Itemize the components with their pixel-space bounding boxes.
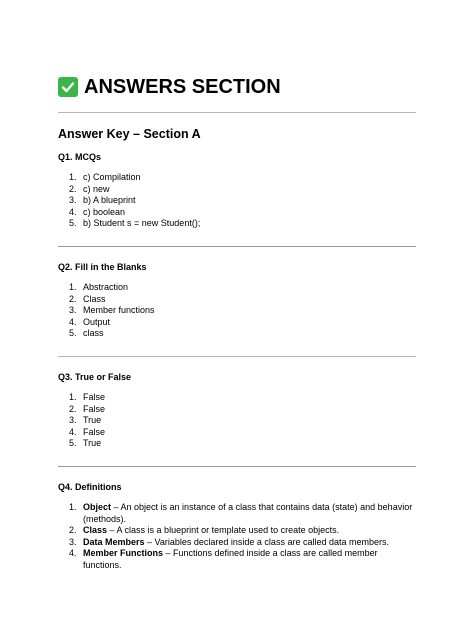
answer-key-heading: Answer Key – Section A — [58, 127, 201, 141]
list-item: 5. True — [69, 438, 102, 449]
list-item: 3. Data Members – Variables declared inside a class are called data members. — [69, 536, 389, 547]
page-title — [58, 74, 281, 100]
section-divider — [58, 356, 416, 357]
definitions-answer-list — [58, 502, 416, 572]
list-item: 1. c) Compilation — [69, 172, 141, 182]
section-heading-fill-blanks: Q2. Fill in the Blanks — [58, 262, 147, 272]
title-divider — [58, 112, 416, 113]
fill-blanks-answer-list — [58, 282, 155, 340]
list-item: 1. False — [69, 392, 106, 402]
list-item: 5. b) Student s = new Student(); — [69, 218, 201, 229]
list-item: 1. Object – An object is an instance of a class that contains data (state) and behavior (methods). — [69, 502, 413, 524]
list-item: 3. b) A blueprint — [69, 195, 136, 206]
section-heading-mcqs: Q1. MCQs — [58, 152, 102, 162]
check-mark-icon — [58, 77, 78, 97]
list-item: 2. False — [69, 403, 106, 414]
list-item: 1. Abstraction — [69, 282, 129, 292]
list-item: 3. Member functions — [69, 305, 155, 316]
section-divider — [58, 466, 416, 467]
mcq-answer-list — [58, 172, 200, 230]
list-item: 4. False — [69, 426, 106, 437]
list-item: 4. Member Functions – Functions defined inside a class are called member functions. — [69, 548, 378, 570]
definition-term: Member Functions — [83, 548, 164, 559]
definition-term: Data Members — [83, 536, 145, 547]
true-false-answer-list — [58, 392, 105, 450]
definition-term: Class — [83, 525, 108, 536]
list-item: 4. c) boolean — [69, 206, 126, 217]
page-title-text: ANSWERS SECTION — [84, 76, 281, 98]
list-item: 4. Output — [69, 316, 111, 327]
definition-term: Object — [83, 502, 112, 512]
section-heading-true-false: Q3. True or False — [58, 372, 132, 382]
list-item: 5. class — [69, 328, 104, 339]
section-heading-definitions: Q4. Definitions — [58, 482, 122, 492]
list-item: 2. Class — [69, 293, 106, 304]
list-item: 3. True — [69, 415, 102, 426]
section-divider — [58, 246, 416, 247]
list-item: 2. c) new — [69, 183, 110, 194]
list-item: 2. Class – A class is a blueprint or template used to create objects. — [69, 525, 340, 536]
